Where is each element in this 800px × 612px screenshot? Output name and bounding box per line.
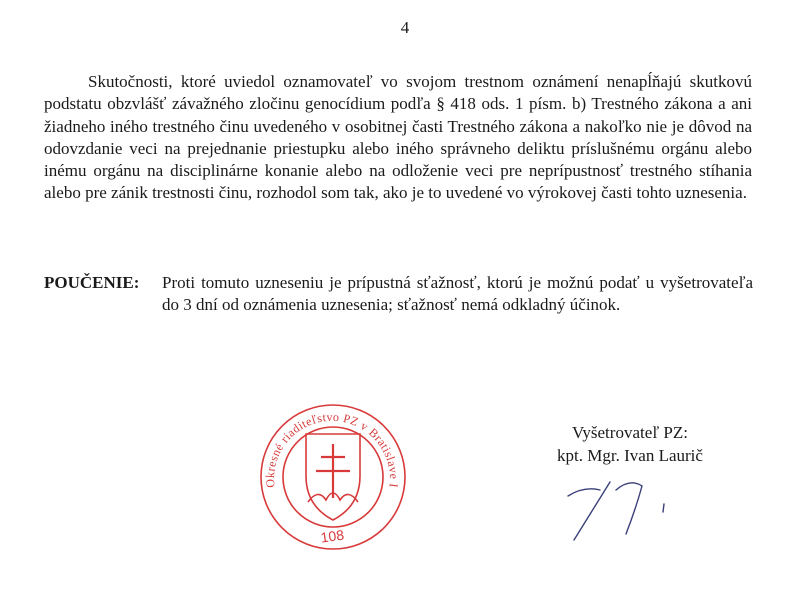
- notice-label: POUČENIE:: [44, 273, 140, 292]
- page-number: 4: [400, 18, 410, 37]
- signatory-name: kpt. Mgr. Ivan Laurič: [557, 445, 703, 465]
- signature-block: [520, 422, 740, 467]
- body-paragraph: Skutočnosti, ktoré uviedol oznamovateľ vo svojom trestnom oznámení nenapĺňajú skutkovú podstatu obzvlášť závažného zločinu genocídium podľa § 418 ods. 1 písm. b) Trestného zákona a ani žiadneho iného trestného činu uvedeného v osobitnej časti Trestného zákona a nakoľko nie je dôvod na odovzdanie veci na prejednanie priestupku alebo iného správneho deliktu príslušnému orgánu alebo inému orgánu na disciplinárne konanie alebo na odloženie veci pre neprípustnosť trestného stíhania alebo pre zánik trestnosti činu, rozhodol som tak, ako je to uvedené vo výrokovej časti tohto uznesenia.: [44, 72, 752, 203]
- double-cross-icon: [316, 444, 350, 498]
- official-stamp: [258, 402, 408, 552]
- stamp-number: 108: [319, 526, 345, 546]
- signatory-role: Vyšetrovateľ PZ:: [572, 423, 688, 442]
- handwritten-signature: [560, 468, 680, 548]
- notice-text: Proti tomuto uzneseniu je prípustná sťažnosť, ktorú je možnú podať u vyšetrovateľa do 3 dní od oznámenia uznesenia; sťažnosť nemá odkladný účinok.: [162, 273, 753, 315]
- stamp-circular-text: Okresné riaditeľstvo PZ v Bratislave I: [262, 409, 402, 489]
